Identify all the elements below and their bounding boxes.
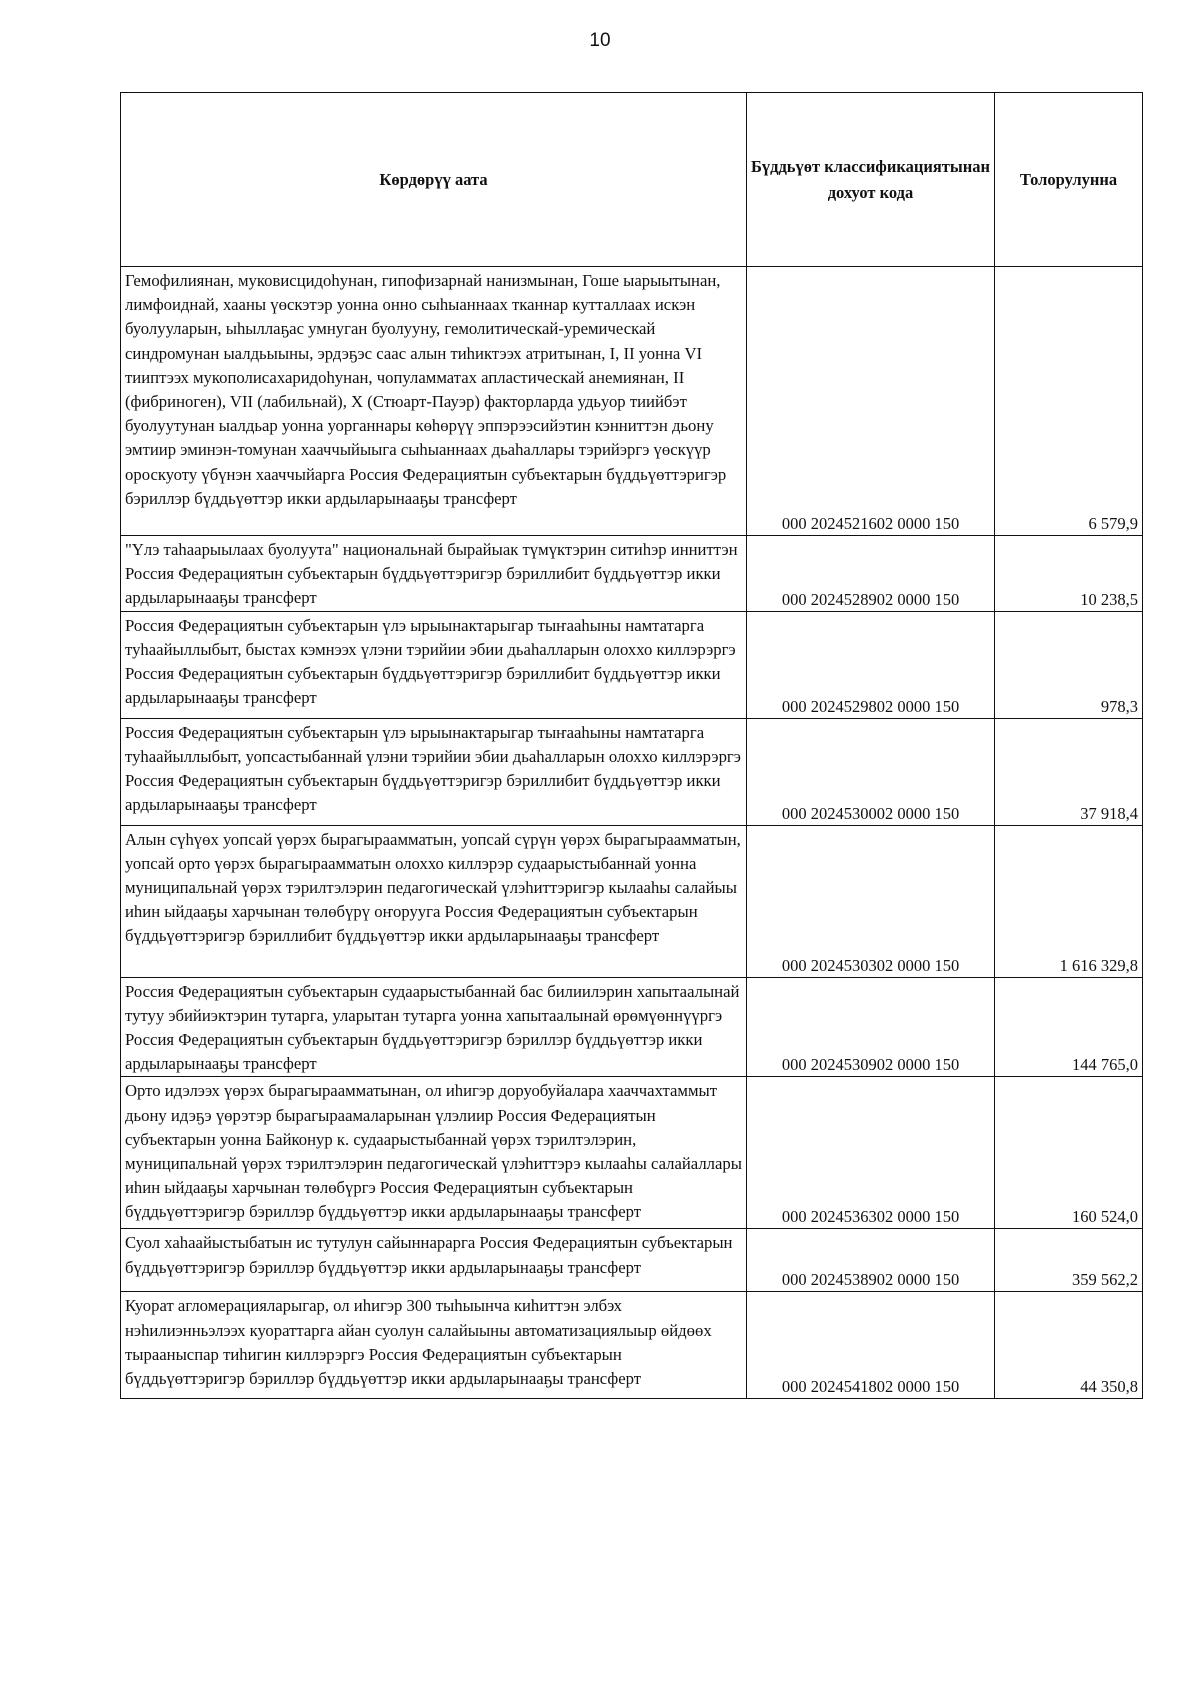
row-indicator-name: Россия Федерациятын субъектарын үлэ ырыынактарыгар тыҥааһыны намтатарга туһаайыллыбыт, уопсастыбаннай үлэни тэрийии эбии дьаһалларын олоххо киллэрэргэ Россия Федерациятын субъектарын бүддьүөттэригэр бэриллибит бүддьүөттэр икки ардыларынааҕы трансферт	[121, 718, 747, 825]
row-indicator-name: Гемофилиянан, муковисцидоһунан, гипофизарнай нанизмынан, Гоше ыарыытынан, лимфоиднай, хааны үөскэтэр уонна онно сыһыаннаах тканнар кутталлаах искэн буолууларын, ыһыллаҕас умнуган буолууну, гемолитическай-уремическай синдромунан ыалдьыыны, эрдэҕэс саас алын тиһиктээх атритынан, I, II уонна VI тииптээх мукополисахаридоһунан, чопуламматах апластическай анемиянан, II (фибриноген), VII (лабильнай), X (Стюарт-Пауэр) факторларда удьуор тиийбэт буолуутунан ыалдьар уонна уорганнары көһөрүү эппэрээсийэтин кэнниттэн дьону эмтиир эминэн-томунан хааччыйыыга сыһыаннаах дьаһаллары тэрийэргэ үөскүүр ороскуоту үбүнэн хааччыйарга Россия Федерациятын субъектарын бүддьүөттэригэр бэриллэр бүддьүөттэр икки ардыларынааҕы трансферт	[121, 267, 747, 536]
row-income-code: 000 2024538902 0000 150	[747, 1229, 995, 1292]
page-number: 10	[589, 30, 611, 51]
table-row	[121, 267, 1143, 536]
row-income-code: 000 2024541802 0000 150	[747, 1292, 995, 1399]
row-indicator-name: Куорат агломерацияларыгар, ол иһигэр 300 тыһыынча киһиттэн элбэх нэһилиэнньэлээх куораттарга айан суолун салайыыны автоматизациялыыр өйдөөх тырааныспар тиһигин киллэрэргэ Россия Федерациятын субъектарын бүддьүөттэригэр бэриллэр бүддьүөттэр икки ардыларынааҕы трансферт	[121, 1292, 747, 1399]
row-income-code: 000 2024530302 0000 150	[747, 825, 995, 977]
row-indicator-name: Алын сүһүөх уопсай үөрэх бырагыраамматын, уопсай сүрүн үөрэх бырагыраамматын, уопсай орто үөрэх бырагыраамматын олоххо киллэрэр судаарыстыбаннай уонна муниципальнай үөрэх тэрилтэлэрин педагогическай үлэһиттэригэр кылааһы салайыы иһин ыйдааҕы харчынан төлөбүрү оҥорууга Россия Федерациятын субъектарын бүддьүөттэригэр бэриллибит бүддьүөттэр икки ардыларынааҕы трансферт	[121, 825, 747, 977]
row-indicator-name: "Үлэ таһаарыылаах буолуута" национальнай бырайыак түмүктэрин ситиһэр инниттэн Россия Федерациятын субъектарын бүддьүөттэригэр бэриллибит бүддьүөттэр икки ардыларынааҕы трансферт	[121, 536, 747, 612]
table-row	[121, 825, 1143, 977]
row-indicator-name: Россия Федерациятын субъектарын үлэ ырыынактарыгар тыҥааһыны намтатарга туһаайыллыбыт, быстах кэмнээх үлэни тэрийии эбии дьаһалларын олоххо киллэрэргэ Россия Федерациятын субъектарын бүддьүөттэригэр бэриллибит бүддьүөттэр икки ардыларынааҕы трансферт	[121, 611, 747, 718]
row-amount: 44 350,8	[995, 1292, 1143, 1399]
row-amount: 160 524,0	[995, 1077, 1143, 1229]
header-income-code: Бүддьүөт классификациятынан дохуот кода	[747, 93, 995, 267]
table-row	[121, 1077, 1143, 1229]
table-row	[121, 977, 1143, 1077]
row-income-code: 000 2024528902 0000 150	[747, 536, 995, 612]
table-row	[121, 1292, 1143, 1399]
row-amount: 978,3	[995, 611, 1143, 718]
row-amount: 144 765,0	[995, 977, 1143, 1077]
table-row	[121, 1229, 1143, 1292]
table-row	[121, 718, 1143, 825]
row-amount: 10 238,5	[995, 536, 1143, 612]
header-indicator-name: Көрдөрүү аата	[121, 93, 747, 267]
table-row	[121, 611, 1143, 718]
row-indicator-name: Суол хаһаайыстыбатын ис тутулун сайыннарарга Россия Федерациятын субъектарын бүддьүөттэригэр бэриллэр бүддьүөттэр икки ардыларынааҕы трансферт	[121, 1229, 747, 1292]
budget-transfers-table	[120, 92, 1143, 1399]
table-row	[121, 536, 1143, 612]
row-indicator-name: Россия Федерациятын субъектарын судаарыстыбаннай бас билиилэрин хапытаалынай тутуу эбийиэктэрин тутарга, уларытан тутарга уонна хапытаалынай өрөмүөннүүргэ Россия Федерациятын субъектарын бүддьүөттэригэр бэриллэр бүддьүөттэр икки ардыларынааҕы трансферт	[121, 977, 747, 1077]
row-indicator-name: Орто идэлээх үөрэх бырагыраамматынан, ол иһигэр доруобуйалара хааччахтаммыт дьону идэҕэ үөрэтэр бырагыраамаларынан үлэлиир Россия Федерациятын субъектарын уонна Байконур к. судаарыстыбаннай үөрэх тэрилтэлэрин, муниципальнай үөрэх тэрилтэлэрин педагогическай үлэһиттэрэ кылааһы салайаллары иһин ыйдааҕы харчынан төлөбүргэ Россия Федерациятын субъектарын бүддьүөттэригэр бэриллэр бүддьүөттэр икки ардыларынааҕы трансферт	[121, 1077, 747, 1229]
row-amount: 1 616 329,8	[995, 825, 1143, 977]
header-amount: Толорулунна	[995, 93, 1143, 267]
row-income-code: 000 2024530002 0000 150	[747, 718, 995, 825]
table-header-row	[121, 93, 1143, 267]
row-income-code: 000 2024536302 0000 150	[747, 1077, 995, 1229]
row-income-code: 000 2024530902 0000 150	[747, 977, 995, 1077]
row-income-code: 000 2024521602 0000 150	[747, 267, 995, 536]
row-amount: 359 562,2	[995, 1229, 1143, 1292]
row-income-code: 000 2024529802 0000 150	[747, 611, 995, 718]
row-amount: 37 918,4	[995, 718, 1143, 825]
row-amount: 6 579,9	[995, 267, 1143, 536]
